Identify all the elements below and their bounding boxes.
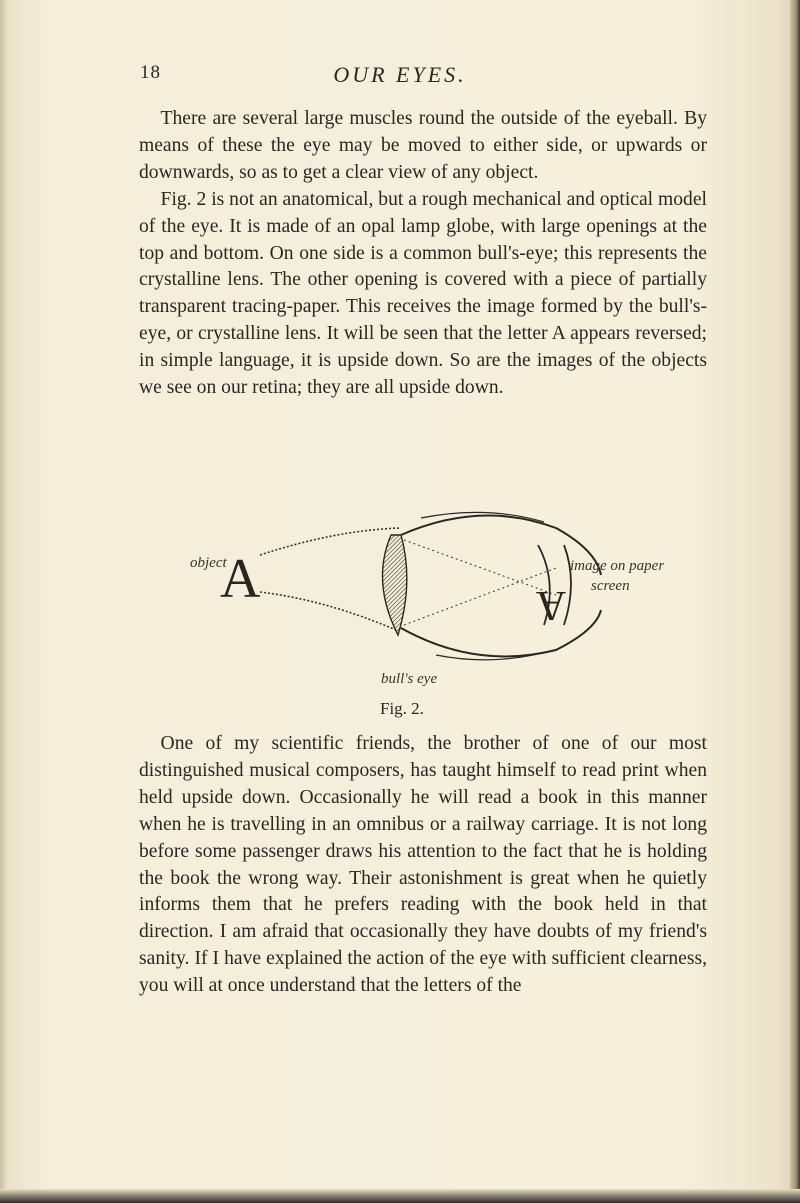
inner-ray-1 <box>404 540 556 595</box>
inner-ray-2 <box>404 568 556 625</box>
globe-lower-arc <box>401 610 601 656</box>
page-bottom-shadow <box>0 1189 800 1203</box>
page-number: 18 <box>140 62 161 83</box>
body-text-top <box>139 106 707 402</box>
page-edge-shadow <box>790 0 800 1203</box>
lens-label: bull's eye <box>381 671 438 687</box>
paragraph: Fig. 2 is not an anatomical, but a rough mechanical and optical model of the eye. It is made of an opal lamp globe, with large openings at the top and bottom. On one side is a common bull's-eye; this represents the crystalline lens. The other opening is covered with a piece of partially transparent tracing-paper. This receives the image formed by the bull's-eye, or crystalline lens. It will be seen that the letter A appears reversed; in simple language, it is upside down. So are the images of the objects we see on our retina; they are all upside down. <box>139 188 707 399</box>
body-text-bottom <box>139 731 707 1000</box>
image-label-line1: image on paper <box>570 558 665 574</box>
object-letter: A <box>220 548 261 610</box>
page-header <box>0 62 800 92</box>
figure-caption: Fig. 2. <box>380 699 424 718</box>
globe-top-opening <box>421 512 544 522</box>
inverted-image-letter: A <box>535 582 567 628</box>
ray-top <box>260 528 401 555</box>
page-gutter-shadow <box>0 0 8 1203</box>
paragraph: There are several large muscles round the outside of the eyeball. By means of these the eye may be moved to either side, or upwards or downwards, so as to get a clear view of any object. <box>139 108 707 183</box>
paragraph: One of my scientific friends, the brother of one of our most distinguished musical composers, has taught himself to read print when held upside down. Occasionally he will read a book in this manner when he is travelling in an omnibus or a railway carriage. It is not long before some passenger draws his attention to the fact that he is holding the book the wrong way. Their astonishment is great when he quietly informs them that he prefers reading with the book held in that direction. I am afraid that occasionally they have doubts of my friend's sanity. If I have explained the action of the eye with sufficient clearness, you will at once understand that the letters of the <box>139 733 707 997</box>
running-head: OUR EYES. <box>333 62 467 87</box>
eye-model-diagram <box>220 500 786 700</box>
object-label: object <box>190 555 227 571</box>
image-label-line2: screen <box>591 578 630 594</box>
ray-bottom <box>260 592 396 630</box>
figure-eye-model <box>190 500 786 700</box>
bulls-eye-lens <box>382 535 406 635</box>
